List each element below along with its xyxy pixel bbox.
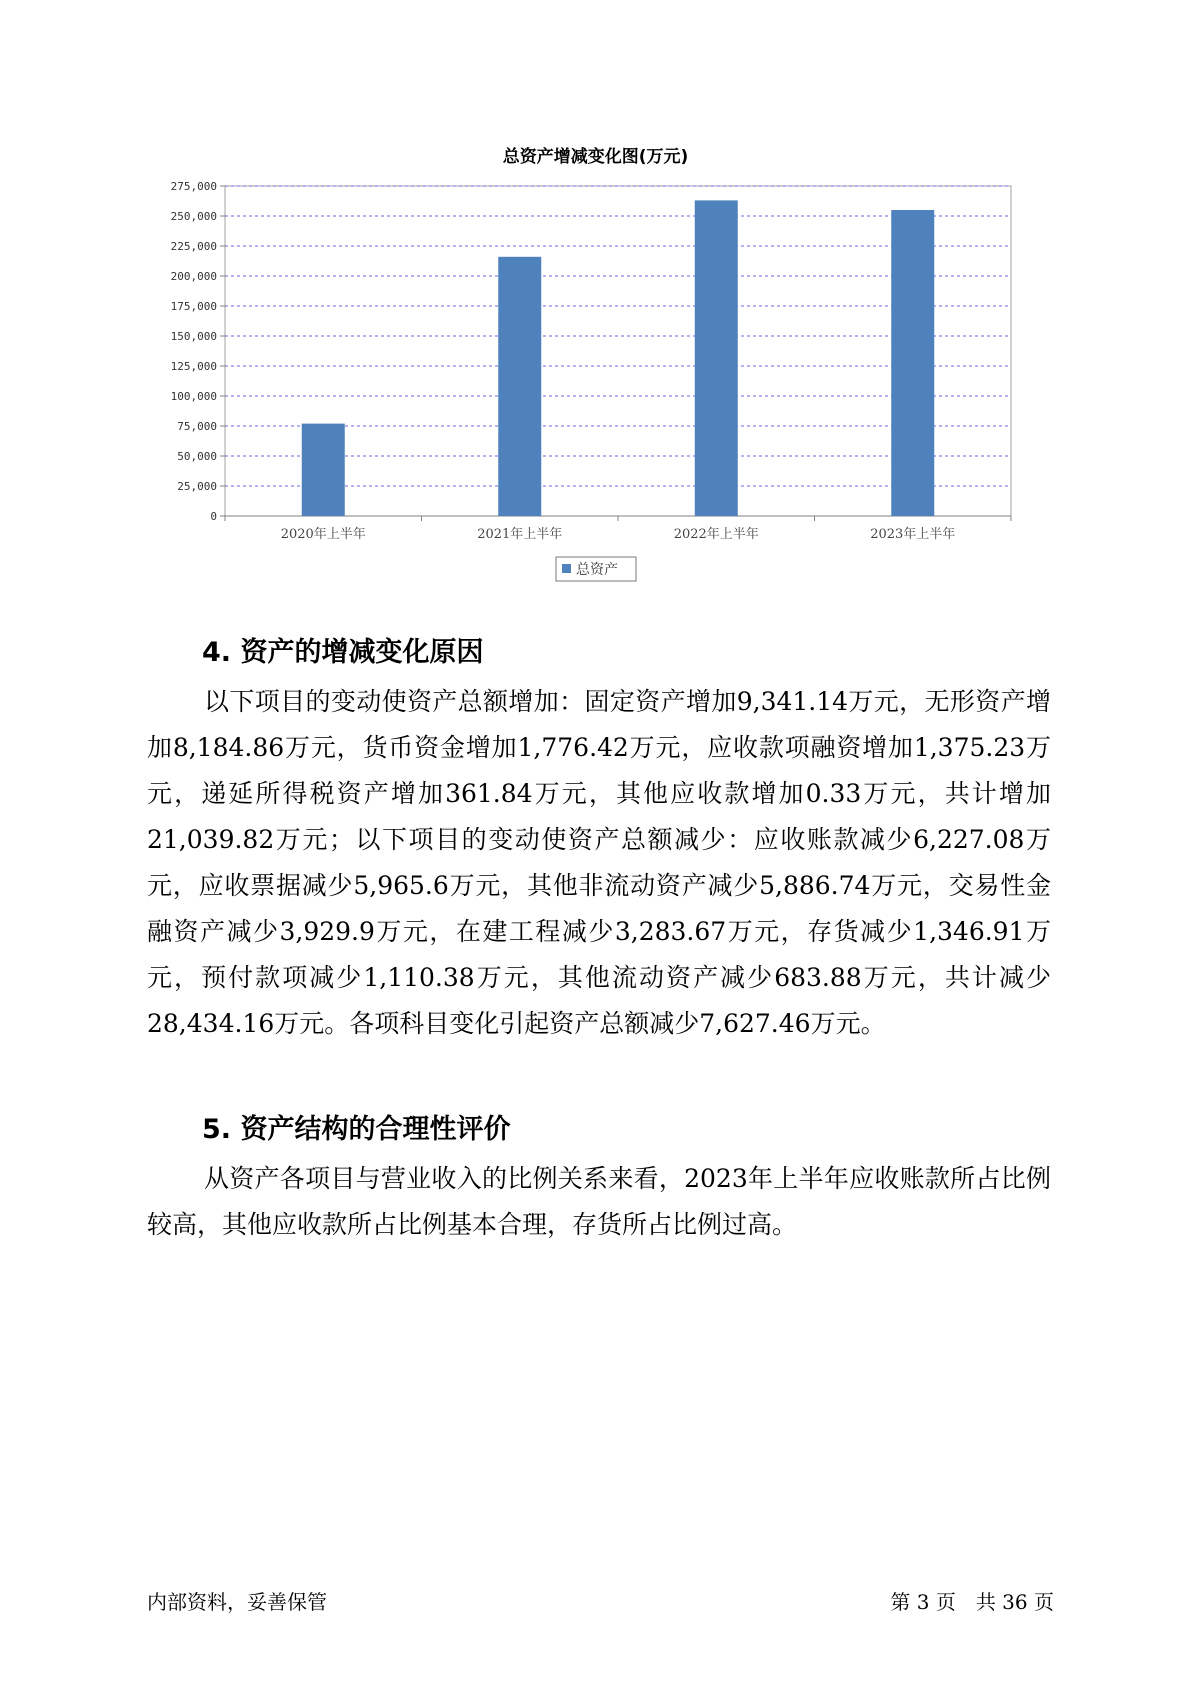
y-tick-label: 250,000 <box>170 210 217 223</box>
y-tick-label: 275,000 <box>170 180 217 193</box>
y-tick-label: 125,000 <box>170 360 217 373</box>
y-tick-label: 50,000 <box>177 450 217 463</box>
legend-swatch <box>562 564 571 573</box>
y-tick-label: 25,000 <box>177 480 217 493</box>
x-tick-label: 2023年上半年 <box>870 527 956 542</box>
section-4-paragraph: 以下项目的变动使资产总额增加：固定资产增加9,341.14万元，无形资产增加8,184.86万元，货币资金增加1,776.42万元，应收款项融资增加1,375.23万元，递延所得税资产增加361.84万元，其他应收款增加0.33万元，共计增加21,039.82万元；以下项目的变动使资产总额减少：应收账款减少6,227.08万元，应收票据减少5,965.6万元，其他非流动资产减少5,886.74万元，交易性金融资产减少3,929.9万元，在建工程减少3,283.67万元，存货减少1,346.91万元，预付款项减少1,110.38万元，其他流动资产减少683.88万元，共计减少28,434.16万元。各项科目变化引起资产总额减少7,627.46万元。 <box>147 687 1051 1038</box>
y-tick-label: 75,000 <box>177 420 217 433</box>
section-4-heading: 4. 资产的增减变化原因 <box>202 637 484 668</box>
bar <box>695 200 738 516</box>
footer-confidential-note: 内部资料，妥善保管 <box>147 1590 327 1614</box>
section-5-heading: 5. 资产结构的合理性评价 <box>202 1114 511 1145</box>
bar <box>302 424 345 516</box>
y-tick-label: 0 <box>210 510 217 523</box>
y-tick-label: 175,000 <box>170 300 217 313</box>
y-tick-label: 200,000 <box>170 270 217 283</box>
y-tick-label: 100,000 <box>170 390 217 403</box>
bar <box>891 210 934 516</box>
section-5-paragraph: 从资产各项目与营业收入的比例关系来看，2023年上半年应收账款所占比例较高，其他应收款所占比例基本合理，存货所占比例过高。 <box>147 1164 1051 1239</box>
chart-title: 总资产增减变化图(万元) <box>502 147 689 167</box>
x-tick-label: 2020年上半年 <box>280 527 366 542</box>
x-tick-label: 2021年上半年 <box>477 527 563 542</box>
x-tick-label: 2022年上半年 <box>673 527 759 542</box>
y-tick-label: 150,000 <box>170 330 217 343</box>
footer-page-number: 第 3 页 共 36 页 <box>890 1590 1054 1614</box>
legend-label: 总资产 <box>576 562 618 578</box>
total-assets-bar-chart <box>0 0 1191 600</box>
bar <box>498 257 541 516</box>
y-tick-label: 225,000 <box>170 240 217 253</box>
